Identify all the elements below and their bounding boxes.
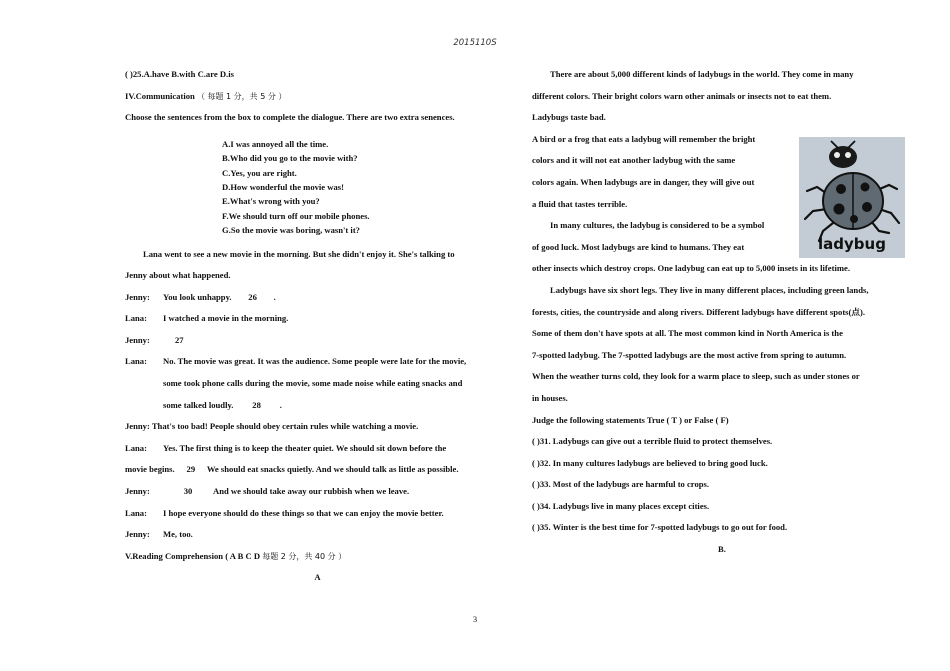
option-d: D.How wonderful the movie was!	[222, 181, 344, 192]
punctuation: .	[273, 291, 276, 302]
options-box	[125, 137, 510, 238]
blank-30: 30	[183, 486, 193, 497]
passage-line: When the weather turns cold, they look for a warm place to sleep, such as under stones or	[532, 371, 860, 382]
dialogue-line-4-cont-2	[125, 397, 510, 419]
passage-line: colors again. When ladybugs are in danger, they will give out	[532, 176, 755, 187]
option-b: B.Who did you go to the movie with?	[222, 153, 358, 164]
page-header: 2015110S	[453, 38, 497, 48]
section-5-heading	[125, 548, 510, 570]
speaker: Lana:	[125, 313, 147, 324]
passage-line: colors and it will not eat another ladybug with the same	[532, 155, 736, 166]
option-g: G.So the movie was boring, wasn't it?	[222, 225, 360, 236]
question-31: ( )31. Ladybugs can give out a terrible fluid to protect themselves.	[532, 436, 773, 447]
dialogue-line-9	[125, 526, 510, 548]
dialogue-line-8	[125, 505, 510, 527]
passage-line: a fluid that tastes terrible.	[532, 198, 628, 209]
section-5-title: V.Reading Comprehension ( A B C D	[125, 550, 261, 561]
question-32: ( )32. In many cultures ladybugs are believed to bring good luck.	[532, 457, 768, 468]
speaker: Lana:	[125, 356, 147, 367]
part-b-heading: B.	[718, 544, 726, 555]
dialogue-text: I hope everyone should do these things so that we can enjoy the movie better.	[163, 507, 444, 518]
question-33: ( )33. Most of the ladybugs are harmful to crops.	[532, 479, 710, 490]
section-5-score: 每题 2 分，共 40 分 ）	[262, 551, 347, 561]
option-e: E.What's wrong with you?	[222, 196, 320, 207]
dialogue-text: I watched a movie in the morning.	[163, 313, 289, 324]
dialogue-text: No. The movie was great. It was the audience. Some people were late for the movie,	[163, 356, 467, 367]
option-c: C.Yes, you are right.	[222, 167, 297, 178]
section-4-score: （ 每题 1 分，共 5 分 ）	[196, 91, 287, 101]
dialogue-text: You look unhappy.	[163, 291, 232, 302]
dialogue-intro-2: Jenny about what happened.	[125, 270, 231, 281]
passage-line: of good luck. Most ladybugs are kind to humans. They eat	[532, 241, 745, 252]
ladybug-illustration	[799, 137, 905, 258]
dialogue-text: movie begins.	[125, 464, 175, 475]
passage-line: in houses.	[532, 392, 568, 403]
passage-line: In many cultures, the ladybug is considered to be a symbol	[550, 220, 765, 231]
dialogue-line-3	[125, 332, 510, 354]
passage-line: 7-spotted ladybug. The 7-spotted ladybugs are the most active from spring to autumn.	[532, 349, 847, 360]
question-34: ( )34. Ladybugs live in many places except cities.	[532, 500, 710, 511]
punctuation: .	[279, 399, 282, 410]
left-column	[125, 66, 510, 591]
speaker: Jenny:	[125, 334, 150, 345]
dialogue-text: Yes. The first thing is to keep the theater quiet. We should sit down before the	[163, 442, 447, 453]
option-f: F.We should turn off our mobile phones.	[222, 210, 370, 221]
passage-line: There are about 5,000 different kinds of ladybugs in the world. They come in many	[550, 69, 854, 79]
question-35: ( )35. Winter is the best time for 7-spotted ladybugs to go out for food.	[532, 522, 788, 533]
dialogue-text: Me, too.	[163, 529, 193, 540]
passage-line: other insects which destroy crops. One ladybug can eat up to 5,000 insets in its lifetime.	[532, 263, 850, 274]
dialogue-line-6	[125, 440, 510, 462]
passage-line: different colors. Their bright colors warn other animals or insects not to eat them.	[532, 90, 832, 101]
page-number: 3	[472, 614, 478, 624]
dialogue-text: some talked loudly.	[163, 399, 234, 410]
passage-line: Some of them don't have spots at all. The most common kind in North America is the	[532, 328, 843, 339]
dialogue-line-4	[125, 353, 510, 375]
question-25: ( )25.A.have B.with C.are D.is	[125, 69, 234, 79]
image-caption: ladybug	[818, 235, 886, 253]
speaker: Lana:	[125, 442, 147, 453]
blank-28: 28	[252, 399, 261, 410]
speaker: Jenny:	[125, 529, 150, 540]
part-a-heading: A	[314, 572, 321, 583]
passage-line: Ladybugs taste bad.	[532, 112, 606, 123]
option-a: A.I was annoyed all the time.	[222, 138, 329, 149]
section-4-heading	[125, 88, 510, 110]
section-4-title: IV.Communication	[125, 90, 195, 101]
speaker: Jenny:	[125, 291, 150, 302]
dialogue-line-6-cont	[125, 461, 510, 483]
ladybug-icon	[799, 137, 905, 258]
passage-line: forests, cities, the countryside and along rivers. Different ladybugs have different spots(点).	[532, 306, 865, 317]
dialogue-line-1	[125, 289, 510, 311]
speaker: Jenny:	[125, 486, 150, 497]
true-false-instruction: Judge the following statements True ( T ) or False ( F)	[532, 414, 729, 425]
blank-29: 29	[186, 464, 196, 475]
passage-line: A bird or a frog that eats a ladybug will remember the bright	[532, 133, 756, 144]
dialogue-text: We should eat snacks quietly. And we should talk as little as possible.	[206, 464, 459, 475]
dialogue-line-2	[125, 310, 510, 332]
dialogue-line-7	[125, 483, 510, 505]
section-4-instruction: Choose the sentences from the box to complete the dialogue. There are two extra senences.	[125, 112, 455, 123]
dialogue-line-4-cont-1: some took phone calls during the movie, some made noise while eating snacks and	[163, 378, 463, 389]
dialogue-intro-1: Lana went to see a new movie in the morning. But she didn't enjoy it. She's talking to	[143, 248, 455, 259]
passage-line: Ladybugs have six short legs. They live in many different places, including green lands,	[550, 284, 869, 295]
blank-26: 26	[248, 291, 257, 302]
blank-27: 27	[175, 334, 184, 345]
dialogue-line-5: Jenny: That's too bad! People should obey certain rules while watching a movie.	[125, 421, 419, 432]
speaker: Lana:	[125, 507, 147, 518]
dialogue-text: And we should take away our rubbish when we leave.	[213, 486, 410, 497]
